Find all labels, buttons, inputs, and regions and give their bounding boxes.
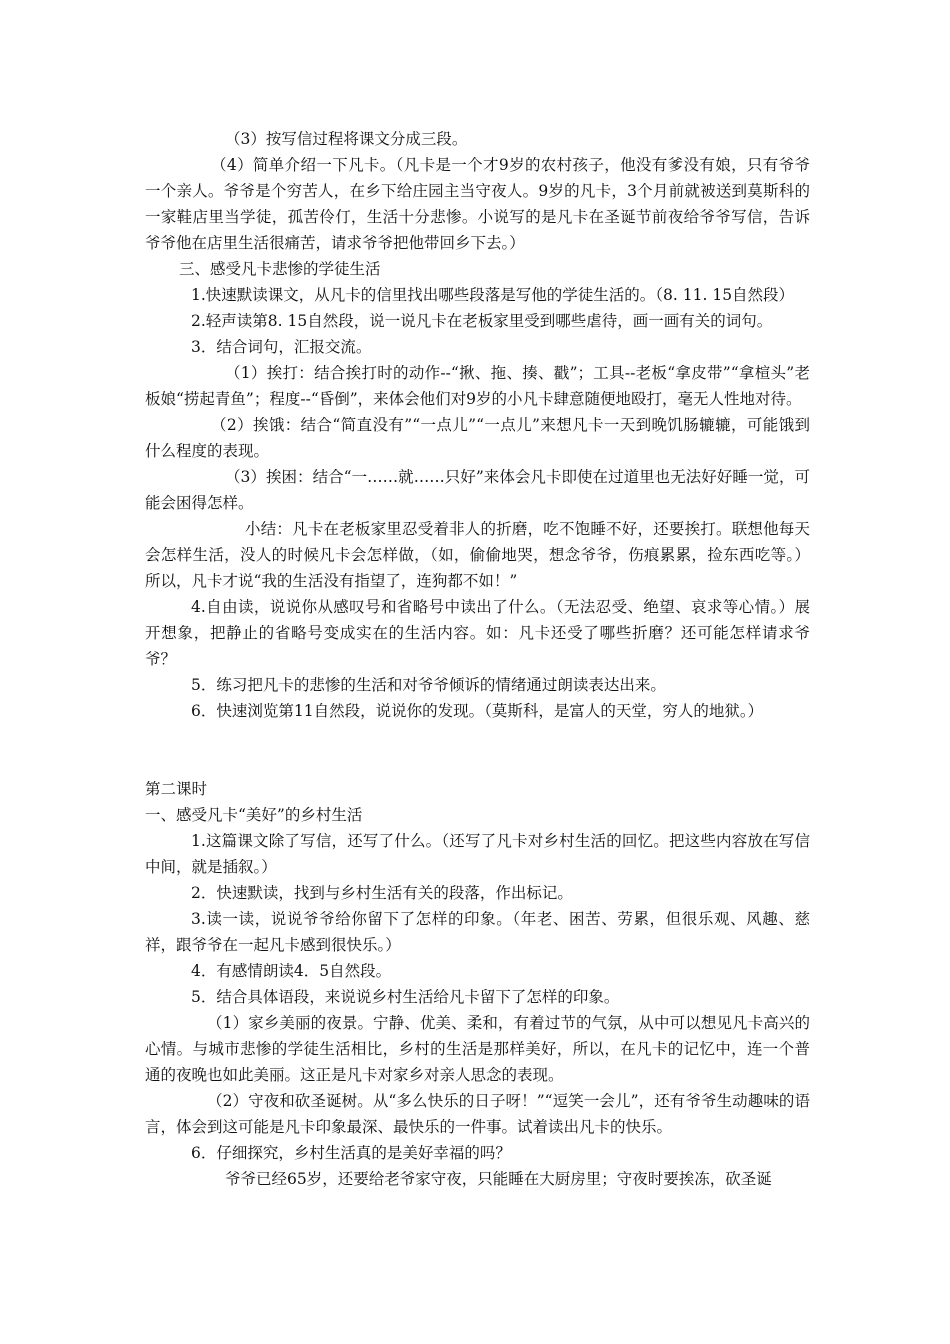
paragraph: 3.读一读，说说爷爷给你留下了怎样的印象。（年老、困苦、劳累，但很乐观、风趣、慈祥，跟爷爷在一起凡卡感到很快乐。） (145, 910, 810, 954)
paragraph: 3．结合词句，汇报交流。 (191, 338, 372, 356)
paragraph: 6．仔细探究，乡村生活真的是美好幸福的吗？ (191, 1144, 511, 1162)
paragraph: 2．快速默读，找到与乡村生活有关的段落，作出标记。 (191, 884, 573, 902)
section-heading: 三、感受凡卡悲惨的学徒生活 (179, 260, 381, 278)
paragraph: 爷爷已经65岁，还要给老爷家守夜，只能睡在大厨房里；守夜时要挨冻，砍圣诞 (225, 1170, 772, 1188)
paragraph: （2）挨饿：结合“简直没有”“一点儿”“一点儿”来想凡卡一天到晚饥肠辘辘，可能饿到什么程度的表现。 (145, 416, 810, 460)
paragraph: 4．有感情朗读4．5自然段。 (191, 962, 392, 980)
lesson-heading: 第二课时 (145, 780, 208, 798)
paragraph: 1.快速默读课文，从凡卡的信里找出哪些段落是写他的学徒生活的。（8. 11. 15自然段） (191, 286, 795, 304)
paragraph: 6．快速浏览第11自然段，说说你的发现。（莫斯科，是富人的天堂，穷人的地狱。） (191, 702, 764, 720)
paragraph: （3）按写信过程将课文分成三段。 (225, 130, 468, 148)
paragraph: 5．练习把凡卡的悲惨的生活和对爷爷倾诉的情绪通过朗读表达出来。 (191, 676, 666, 694)
paragraph: （4）简单介绍一下凡卡。（凡卡是一个才9岁的农村孩子，他没有爹没有娘，只有爷爷一个亲人。爷爷是个穷苦人，在乡下给庄园主当守夜人。9岁的凡卡，3个月前就被送到莫斯科的一家鞋店里当学徒，孤苦伶仃，生活十分悲惨。小说写的是凡卡在圣诞节前夜给爷爷写信，告诉爷爷他在店里生活很痛苦，请求爷爷把他带回乡下去。） (145, 156, 810, 252)
paragraph: 4.自由读，说说你从感叹号和省略号中读出了什么。（无法忍受、绝望、哀求等心情。）展开想象，把静止的省略号变成实在的生活内容。如：凡卡还受了哪些折磨？还可能怎样请求爷爷？ (145, 598, 810, 668)
document-body (145, 126, 810, 1192)
paragraph: （2）守夜和砍圣诞树。从“多么快乐的日子呀！”“逗笑一会儿”，还有爷爷生动趣味的语言，体会到这可能是凡卡印象最深、最快乐的一件事。试着读出凡卡的快乐。 (145, 1092, 810, 1136)
paragraph: （1）家乡美丽的夜景。宁静、优美、柔和，有着过节的气氛，从中可以想见凡卡高兴的心情。与城市悲惨的学徒生活相比，乡村的生活是那样美好，所以，在凡卡的记忆中，连一个普通的夜晚也如此美丽。这正是凡卡对家乡对亲人思念的表现。 (145, 1014, 810, 1084)
paragraph: 2.轻声读第8. 15自然段，说一说凡卡在老板家里受到哪些虐待，画一画有关的词句。 (191, 312, 773, 330)
section-heading: 一、感受凡卡“美好”的乡村生活 (145, 806, 363, 824)
paragraph: 5．结合具体语段，来说说乡村生活给凡卡留下了怎样的印象。 (191, 988, 620, 1006)
paragraph: 1.这篇课文除了写信，还写了什么。（还写了凡卡对乡村生活的回忆。把这些内容放在写信中间，就是插叙。） (145, 832, 810, 876)
spacer (145, 724, 810, 776)
paragraph: （3）挨困：结合“一……就……只好”来体会凡卡即使在过道里也无法好好睡一觉，可能会困得怎样。 (145, 468, 810, 512)
paragraph: （1）挨打：结合挨打时的动作--“揪、拖、揍、戳”；工具--老板“拿皮带”“拿楦头”老板娘“捞起青鱼”；程度--“昏倒”，来体会他们对9岁的小凡卡肆意随便地殴打，毫无人性地对待。 (145, 364, 810, 408)
summary-paragraph: 小结：凡卡在老板家里忍受着非人的折磨，吃不饱睡不好，还要挨打。联想他每天会怎样生活，没人的时候凡卡会怎样做，（如，偷偷地哭，想念爷爷，伤痕累累，捡东西吃等。）所以，凡卡才说“我的生活没有指望了，连狗都不如！” (145, 520, 810, 590)
